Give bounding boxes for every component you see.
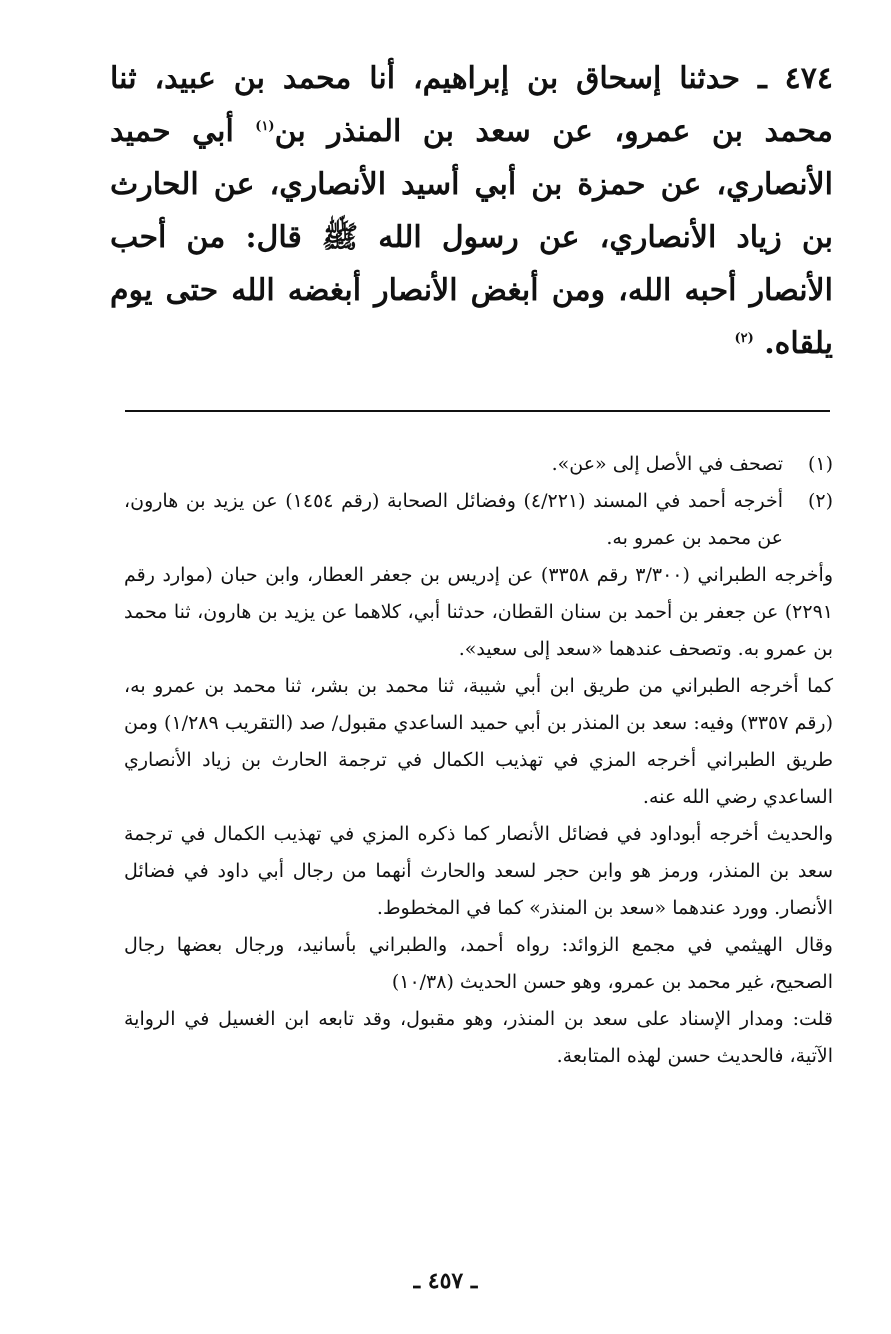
hadith-text	[110, 52, 833, 370]
footnote-ref-2: (٢)	[734, 331, 754, 346]
footnote-number: (٢)	[807, 490, 833, 512]
footnote-text: تصحف في الأصل إلى «عن».	[551, 453, 783, 475]
hadith-text-part2: أبي حميد الأنصاري، عن حمزة بن أبي أسيد الأنصاري، عن الحارث بن زياد الأنصاري، عن رسول الله ﷺ قال: من أحب الأنصار أحبه الله، ومن أبغض الأنصار أبغضه الله حتى يوم يلقاه.	[110, 114, 833, 361]
footnote-paragraph: وأخرجه الطبراني (٣/٣٠٠ رقم ٣٣٥٨) عن إدريس بن جعفر العطار، وابن حبان (موارد رقم ٢٢٩١) عن جعفر بن أحمد بن سنان القطان، حدثنا أبي، كلاهما عن يزيد بن هارون، ثنا محمد بن عمرو به. وتصحف عندهما «سعد إلى سعيد».	[124, 564, 833, 660]
footnote-1	[124, 446, 833, 483]
footnotes	[124, 446, 833, 1075]
footnote-paragraph: قلت: ومدار الإسناد على سعد بن المنذر، وهو مقبول، وقد تابعه ابن الغسيل في الرواية الآتية، فالحديث حسن لهذه المتابعة.	[124, 1008, 833, 1067]
hadith-paragraph	[110, 52, 833, 370]
footnote-body	[124, 483, 783, 557]
page-number: ـ ٤٥٧ ـ	[413, 1268, 478, 1294]
footnote-separator	[125, 410, 830, 412]
footnote-paragraph: والحديث أخرجه أبوداود في فضائل الأنصار كما ذكره المزي في تهذيب الكمال في ترجمة سعد بن المنذر، ورمز هو وابن حجر لسعد والحارث أنهما من رجال أبي داود في فضائل الأنصار. وورد عندهما «سعد بن المنذر» كما في المخطوط.	[124, 823, 833, 919]
footnote-ref-1: (١)	[255, 119, 275, 134]
hadith-number: ٤٧٤ ـ	[757, 61, 833, 96]
footnote-number: (١)	[807, 453, 833, 475]
hadith-text-part1: حدثنا إسحاق بن إبراهيم، أنا محمد بن عبيد، ثنا محمد بن عمرو، عن سعد بن المنذر بن	[110, 61, 833, 149]
footnote-body	[124, 446, 783, 483]
footnote-paragraph: وقال الهيثمي في مجمع الزوائد: رواه أحمد، والطبراني بأسانيد، ورجال بعضها رجال الصحيح، غير محمد بن عمرو، وهو حسن الحديث (١٠/٣٨)	[124, 934, 833, 993]
footnote-2-continued	[124, 557, 833, 1075]
footnote-2	[124, 483, 833, 557]
footnote-paragraph: أخرجه أحمد في المسند (٤/٢٢١) وفضائل الصحابة (رقم ١٤٥٤) عن يزيد بن هارون، عن محمد بن عمرو به.	[124, 490, 783, 549]
footnote-paragraph: كما أخرجه الطبراني من طريق ابن أبي شيبة، ثنا محمد بن بشر، ثنا محمد بن عمرو به، (رقم ٣٣٥٧) وفيه: سعد بن المنذر بن أبي حميد الساعدي مقبول/ صد (التقريب ١/٢٨٩) ومن طريق الطبراني أخرجه المزي في تهذيب الكمال في ترجمة الحارث بن زياد الأنصاري الساعدي رضي الله عنه.	[124, 675, 833, 808]
